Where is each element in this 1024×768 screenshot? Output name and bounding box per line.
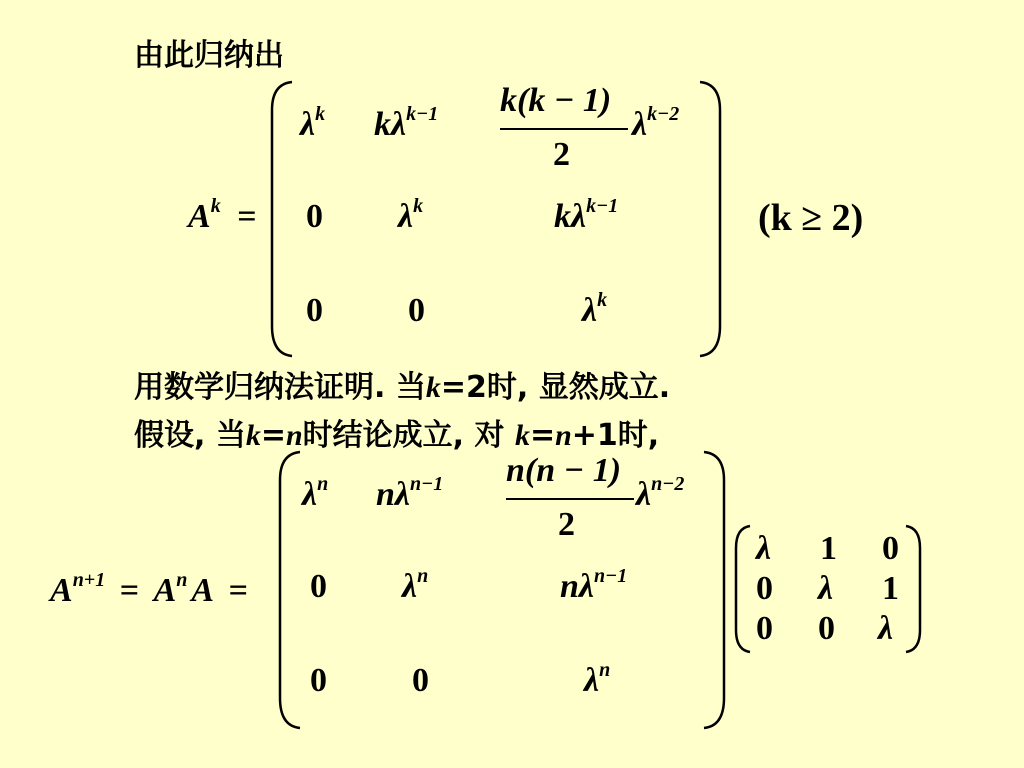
m2-r2-c3: $n\lambda^{n-1}$ [560,565,628,605]
m2-r2-c1: 0 [310,568,327,605]
jordan-r3-c2: 0 [818,610,835,647]
intro-text: 由此归纳出 [134,38,284,73]
m2-r3-c3: $\lambda^n$ [584,659,611,699]
lhs-exponent: k [210,195,221,217]
jordan-r2-c2: λ [818,570,834,607]
m1-r3-c3: $\lambda^k$ [582,289,608,329]
m2-r1-c3-lambda: $\lambda^{n-2}$ [636,473,685,513]
m2-r1-c3-denominator: 2 [558,506,575,543]
m1-r1-c3-denominator: 2 [553,136,570,173]
m2-r3-c1: 0 [310,662,327,699]
jordan-r2-c3: 1 [882,570,899,607]
jordan-r1-c3: 0 [882,530,899,567]
m1-r2-c1: 0 [306,198,323,235]
m1-r1-c3-lambda: $\lambda^{k-2}$ [632,103,680,143]
m2-r3-c2: 0 [412,662,429,699]
m2-fraction-bar [506,498,634,500]
m1-r1-c2: $k\lambda^{k-1}$ [374,103,439,143]
m1-r3-c2: 0 [408,292,425,329]
lhs-base: A [188,198,211,235]
m1-r1-c3-numerator: k(k − 1) [500,82,612,119]
proof-line-2: 假设, 当k=n时结论成立, 对 k=n+1时, [134,418,660,453]
m2-r1-c1: $\lambda^n$ [302,473,329,513]
m2-r1-c3-numerator: n(n − 1) [506,452,622,489]
jordan-r1-c2: 1 [820,530,837,567]
formula2-lhs: $A^{n+1} = A^n$ A = [50,569,248,609]
jordan-r3-c3: λ [878,610,894,647]
m1-r3-c1: 0 [306,292,323,329]
jordan-r2-c1: 0 [756,570,773,607]
m1-r2-c3: $k\lambda^{k-1}$ [554,195,619,235]
m1-r1-c1: $\lambda^k$ [300,103,326,143]
equals-sign: = [237,198,257,235]
jordan-r3-c1: 0 [756,610,773,647]
m2-r1-c2: $n\lambda^{n-1}$ [376,473,444,513]
jordan-r1-c1: λ [756,530,772,567]
condition: (k ≥ 2) [758,197,864,239]
m2-r2-c2: $\lambda^n$ [402,565,429,605]
proof-line-1: 用数学归纳法证明. 当k=2时, 显然成立. [134,370,671,405]
m1-r2-c2: $\lambda^k$ [398,195,424,235]
